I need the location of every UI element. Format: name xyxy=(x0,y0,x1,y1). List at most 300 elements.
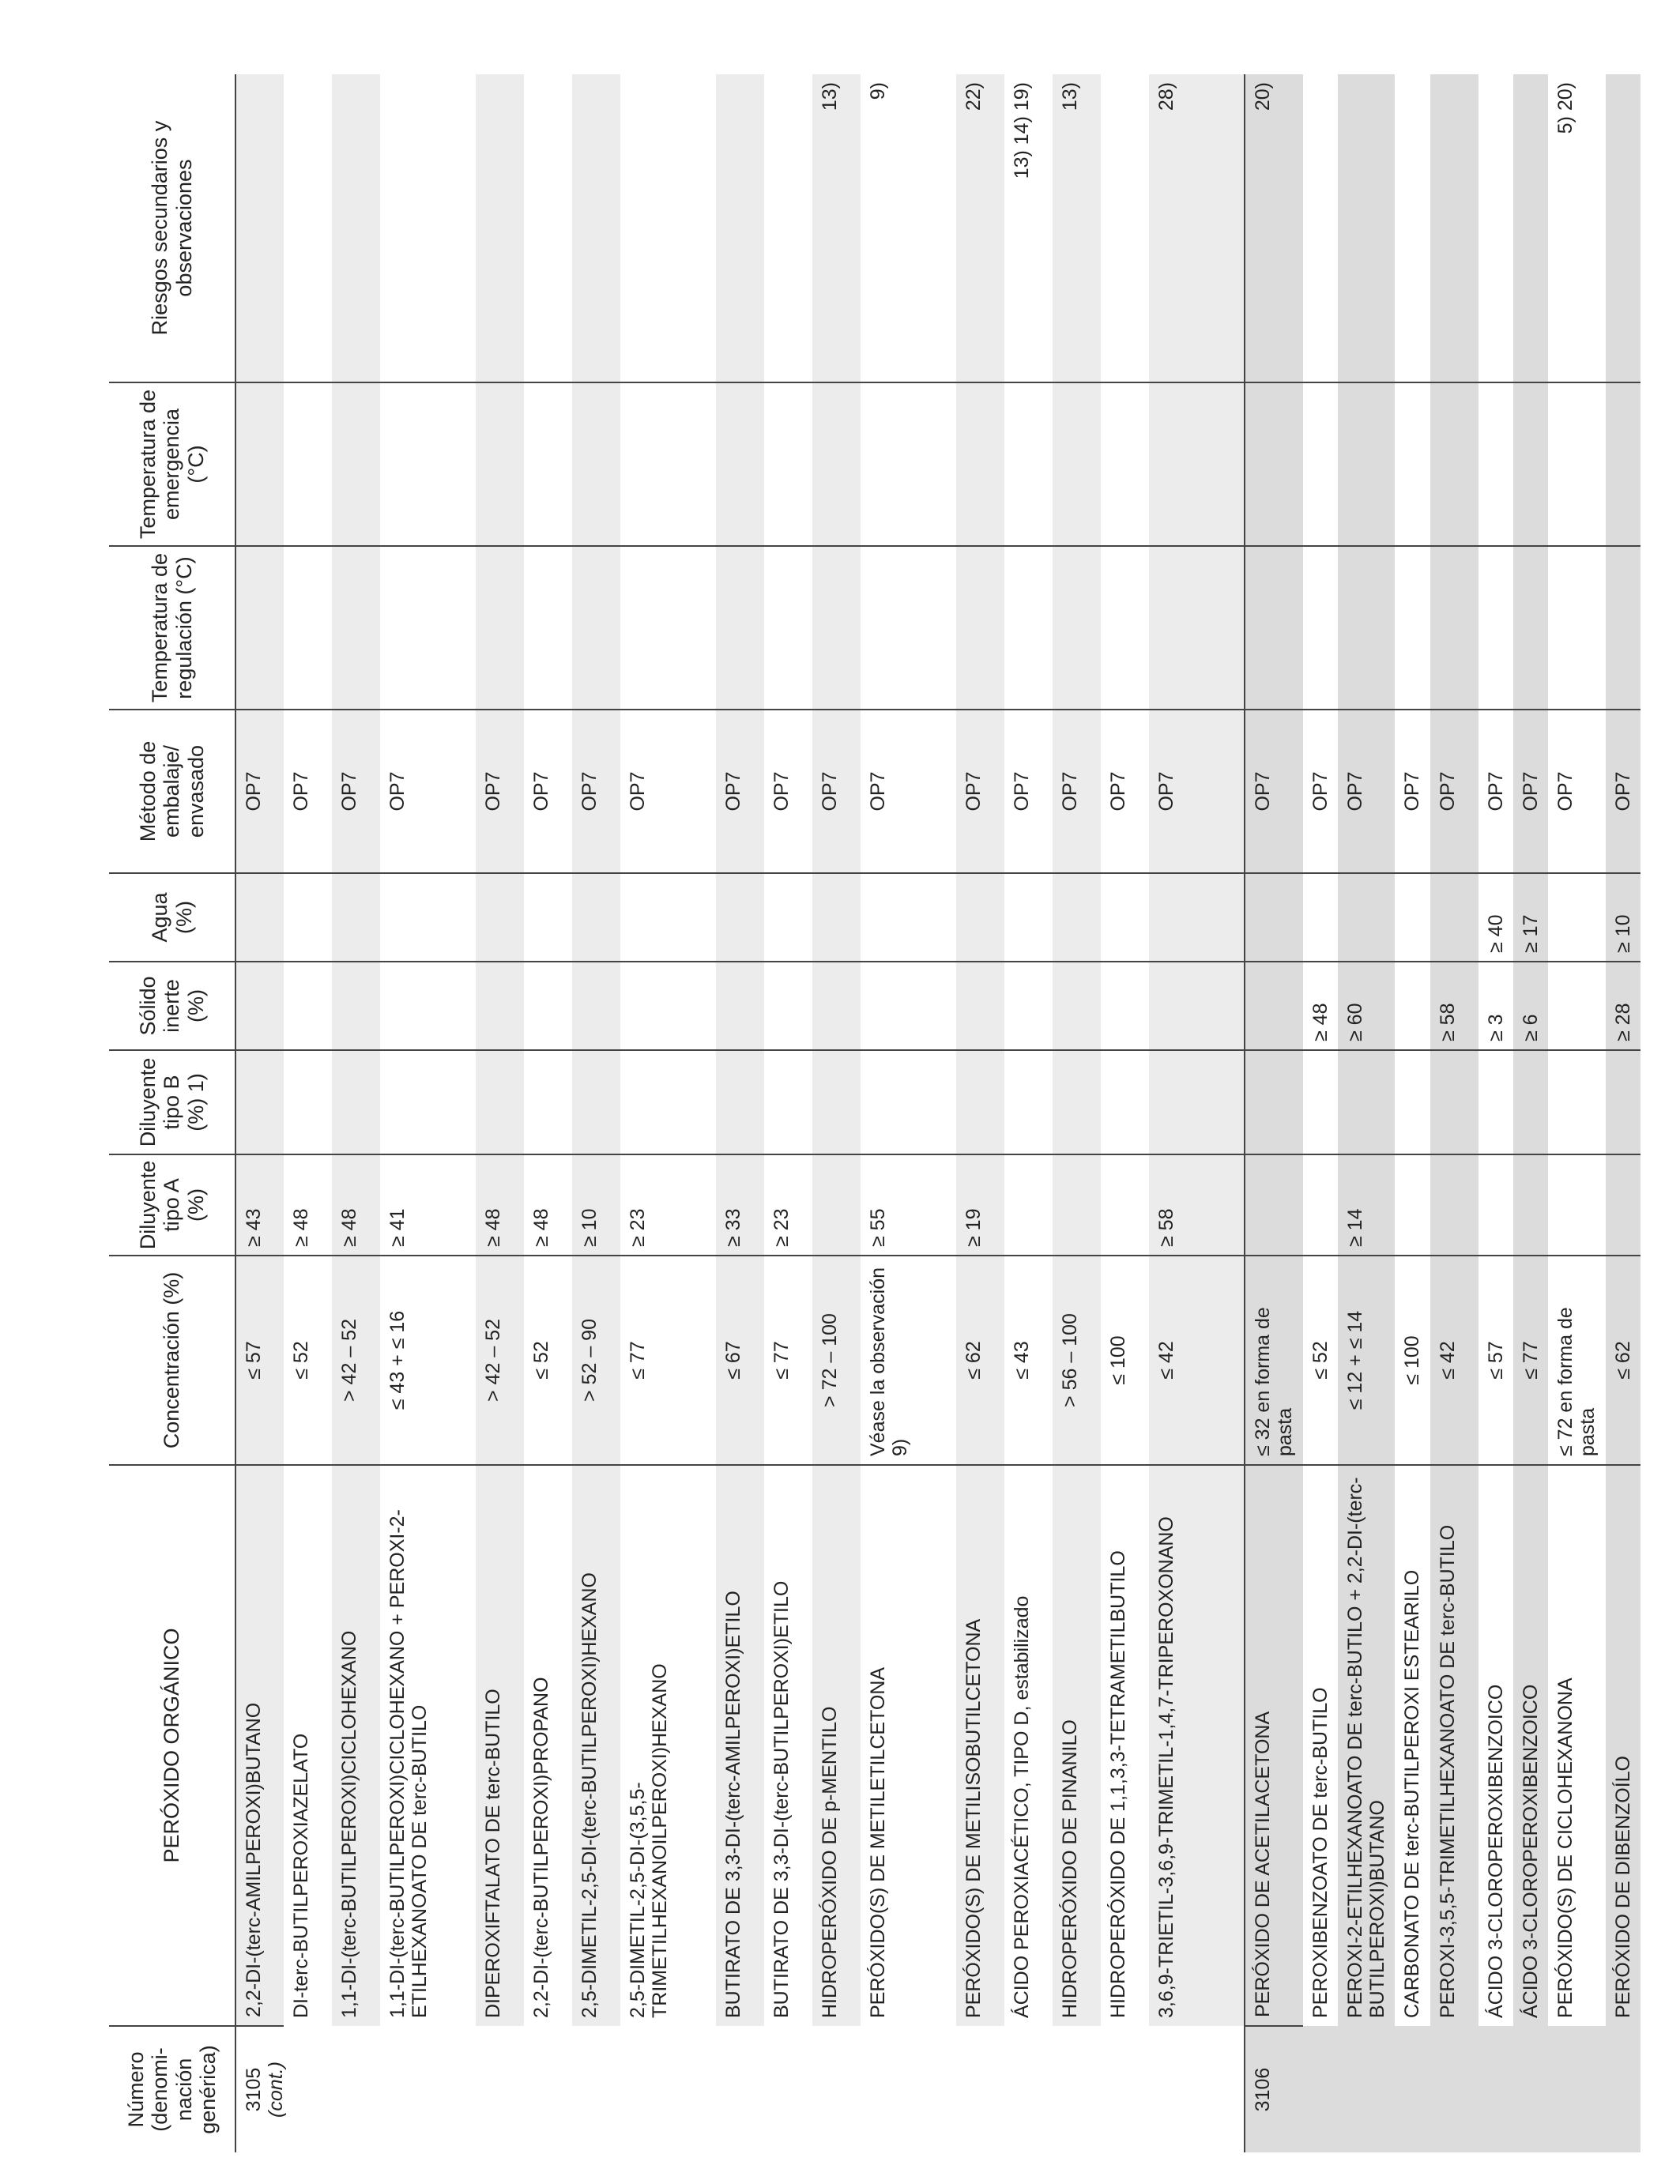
metodo-value: OP7 xyxy=(1155,771,1177,811)
diluyente-b-cell xyxy=(235,1050,284,1154)
conc-cell xyxy=(620,1256,716,1465)
diluyente-a-cell xyxy=(1548,1154,1606,1256)
metodo-value: OP7 xyxy=(1107,771,1129,811)
table-row xyxy=(764,74,812,2152)
table-row xyxy=(476,74,524,2152)
solido-cell xyxy=(1606,962,1640,1050)
peroxide-name-cell xyxy=(1101,1465,1149,2026)
diluyente-b-cell xyxy=(1395,1050,1430,1154)
conc-value: ≤ 77 xyxy=(770,1341,793,1380)
diluyente-b-cell xyxy=(716,1050,764,1154)
observaciones-cell xyxy=(620,74,716,382)
diluyente-a-cell xyxy=(1395,1154,1430,1256)
diluyente-b-cell xyxy=(1101,1050,1149,1154)
solido-cell xyxy=(1513,962,1548,1050)
diluyente-b-cell xyxy=(332,1050,380,1154)
solido-cell xyxy=(1101,962,1149,1050)
un-number: 3105 xyxy=(243,2067,265,2112)
diluyente-b-cell xyxy=(476,1050,524,1154)
conc-cell xyxy=(1430,1256,1478,1465)
table-row xyxy=(1513,74,1548,2152)
peroxide-name: 3,6,9-TRIETIL-3,6,9-TRIMETIL-1,4,7-TRIPEROXONANO xyxy=(1155,1516,1177,2018)
observaciones-cell xyxy=(572,74,620,382)
observaciones-cell xyxy=(1245,74,1303,382)
diluyente-a-cell xyxy=(1338,1154,1396,1256)
agua-cell xyxy=(1606,873,1640,962)
diluyente-b-cell xyxy=(812,1050,861,1154)
table-row xyxy=(861,74,956,2152)
conc-cell xyxy=(861,1256,956,1465)
peroxide-name: HIDROPERÓXIDO DE PINANILO xyxy=(1059,1719,1081,2018)
conc-cell xyxy=(380,1256,476,1465)
metodo-cell xyxy=(1053,710,1101,873)
diluyente-a-cell xyxy=(572,1154,620,1256)
diluyente-a-cell xyxy=(1245,1154,1303,1256)
peroxide-name-cell xyxy=(812,1465,861,2026)
observaciones-value: 13) xyxy=(819,82,841,111)
peroxide-name: PERÓXIDO DE ACETILACETONA xyxy=(1252,1711,1274,2017)
table-row xyxy=(1053,74,1101,2152)
table-row xyxy=(235,74,284,2152)
temp-regulacion-cell xyxy=(1478,546,1513,710)
metodo-cell xyxy=(524,710,572,873)
header-diluyente-a: Diluyente tipo A (%) xyxy=(109,1154,235,1256)
peroxide-name: BUTIRATO DE 3,3-DI-(terc-AMILPEROXI)ETILO xyxy=(722,1591,744,2018)
agua-cell xyxy=(380,873,476,962)
peroxide-table xyxy=(109,74,1640,2152)
solido-cell xyxy=(1303,962,1338,1050)
table-row xyxy=(572,74,620,2152)
temp-emergencia-cell xyxy=(1395,382,1430,546)
conc-value: > 72 – 100 xyxy=(819,1313,841,1407)
diluyente-b-cell xyxy=(1548,1050,1606,1154)
diluyente-a-cell xyxy=(1149,1154,1245,1256)
agua-cell xyxy=(1430,873,1478,962)
diluyente-b-cell xyxy=(572,1050,620,1154)
metodo-value: OP7 xyxy=(1519,771,1542,811)
temp-regulacion-cell xyxy=(1303,546,1338,710)
metodo-value: OP7 xyxy=(243,771,265,811)
agua-cell xyxy=(620,873,716,962)
metodo-value: OP7 xyxy=(722,771,744,811)
observaciones-cell xyxy=(284,74,332,382)
observaciones-value: 28) xyxy=(1155,82,1177,111)
conc-cell xyxy=(476,1256,524,1465)
diluyente-b-cell xyxy=(1004,1050,1053,1154)
conc-cell xyxy=(764,1256,812,1465)
peroxide-name: 2,5-DIMETIL-2,5-DI-(terc-BUTILPEROXI)HEXANO xyxy=(578,1572,601,2018)
diluyente-a-cell xyxy=(1513,1154,1548,1256)
temp-emergencia-cell xyxy=(861,382,956,546)
peroxide-name-cell xyxy=(861,1465,956,2026)
metodo-cell xyxy=(476,710,524,873)
solido-cell xyxy=(284,962,332,1050)
diluyente-a-cell xyxy=(1053,1154,1101,1256)
agua-cell xyxy=(1101,873,1149,962)
diluyente-a-cell xyxy=(861,1154,956,1256)
conc-cell xyxy=(284,1256,332,1465)
table-row xyxy=(524,74,572,2152)
conc-value: ≤ 62 xyxy=(962,1341,985,1380)
observaciones-value: 20) xyxy=(1252,82,1274,111)
peroxide-name: DI-terc-BUTILPEROXIAZELATO xyxy=(290,1733,312,2018)
metodo-cell xyxy=(812,710,861,873)
solido-value: ≥ 60 xyxy=(1343,1003,1366,1041)
observaciones-value: 13) 14) 19) xyxy=(1011,82,1033,179)
table-row xyxy=(812,74,861,2152)
conc-cell xyxy=(1548,1256,1606,1465)
peroxide-name-cell xyxy=(1478,1465,1513,2026)
conc-cell xyxy=(716,1256,764,1465)
table-row xyxy=(1606,74,1640,2152)
agua-cell xyxy=(1478,873,1513,962)
conc-value: ≤ 52 xyxy=(1309,1341,1332,1380)
peroxide-name-cell xyxy=(1548,1465,1606,2026)
agua-value: ≥ 10 xyxy=(1611,914,1634,953)
header-numero: Número (denomi-nación genérica) xyxy=(109,2026,235,2152)
metodo-cell xyxy=(1606,710,1640,873)
un-number-note: (cont.) xyxy=(265,2062,288,2118)
peroxide-name-cell xyxy=(1245,1465,1303,2026)
metodo-value: OP7 xyxy=(386,771,409,811)
table-row xyxy=(1004,74,1053,2152)
observaciones-cell xyxy=(1004,74,1053,382)
conc-value: ≤ 77 xyxy=(627,1341,649,1380)
conc-cell xyxy=(1513,1256,1548,1465)
peroxide-name-cell xyxy=(1430,1465,1478,2026)
peroxide-name-cell xyxy=(1004,1465,1053,2026)
table-row xyxy=(1101,74,1149,2152)
table-row xyxy=(380,74,476,2152)
diluyente-b-cell xyxy=(764,1050,812,1154)
agua-cell xyxy=(284,873,332,962)
diluyente-b-cell xyxy=(1303,1050,1338,1154)
metodo-value: OP7 xyxy=(1343,771,1366,811)
header-temp-emergencia: Temperatura de emergencia (°C) xyxy=(109,382,235,546)
diluyente-b-cell xyxy=(1338,1050,1396,1154)
solido-cell xyxy=(1395,962,1430,1050)
observaciones-cell xyxy=(764,74,812,382)
diluyente-b-cell xyxy=(380,1050,476,1154)
metodo-value: OP7 xyxy=(482,771,504,811)
table-row xyxy=(1245,74,1303,2152)
diluyente-b-cell xyxy=(956,1050,1004,1154)
temp-regulacion-cell xyxy=(812,546,861,710)
diluyente-a-cell xyxy=(332,1154,380,1256)
conc-value: ≤ 72 en forma de pasta xyxy=(1554,1307,1599,1456)
peroxide-name: 1,1-DI-(terc-BUTILPEROXI)CICLOHEXANO + PEROXI-2-ETILHEXANOATO DE terc-BUTILO xyxy=(386,1509,431,2018)
metodo-value: OP7 xyxy=(1401,771,1424,811)
observaciones-cell xyxy=(1430,74,1478,382)
observaciones-cell xyxy=(476,74,524,382)
temp-emergencia-cell xyxy=(476,382,524,546)
metodo-value: OP7 xyxy=(1611,771,1634,811)
observaciones-value: 13) xyxy=(1059,82,1081,111)
diluyente-a-value: ≥ 19 xyxy=(962,1208,985,1247)
solido-cell xyxy=(1338,962,1396,1050)
conc-cell xyxy=(524,1256,572,1465)
diluyente-a-value: ≥ 48 xyxy=(530,1208,552,1247)
observaciones-cell xyxy=(1606,74,1640,382)
diluyente-a-cell xyxy=(1430,1154,1478,1256)
agua-cell xyxy=(1338,873,1396,962)
peroxide-name-cell xyxy=(716,1465,764,2026)
metodo-cell xyxy=(764,710,812,873)
peroxide-name-cell xyxy=(1606,1465,1640,2026)
temp-emergencia-cell xyxy=(1004,382,1053,546)
conc-cell xyxy=(812,1256,861,1465)
peroxide-name: 2,2-DI-(terc-BUTILPEROXI)PROPANO xyxy=(530,1677,552,2018)
temp-emergencia-cell xyxy=(572,382,620,546)
solido-cell xyxy=(812,962,861,1050)
peroxide-name: 1,1-DI-(terc-BUTILPEROXI)CICLOHEXANO xyxy=(338,1630,360,2018)
observaciones-cell xyxy=(956,74,1004,382)
temp-emergencia-cell xyxy=(1606,382,1640,546)
peroxide-name-cell xyxy=(524,1465,572,2026)
metodo-cell xyxy=(956,710,1004,873)
observaciones-cell xyxy=(235,74,284,382)
temp-regulacion-cell xyxy=(956,546,1004,710)
solido-cell xyxy=(861,962,956,1050)
temp-emergencia-cell xyxy=(716,382,764,546)
conc-cell xyxy=(1606,1256,1640,1465)
diluyente-b-cell xyxy=(1053,1050,1101,1154)
peroxide-name-cell xyxy=(380,1465,476,2026)
agua-cell xyxy=(1004,873,1053,962)
table-row xyxy=(716,74,764,2152)
temp-regulacion-cell xyxy=(1513,546,1548,710)
diluyente-a-cell xyxy=(1303,1154,1338,1256)
peroxide-name: DIPEROXIFTALATO DE terc-BUTILO xyxy=(482,1689,504,2018)
conc-cell xyxy=(1149,1256,1245,1465)
metodo-value: OP7 xyxy=(867,771,889,811)
diluyente-b-cell xyxy=(1149,1050,1245,1154)
temp-regulacion-cell xyxy=(1548,546,1606,710)
peroxide-name-cell xyxy=(620,1465,716,2026)
conc-value: ≤ 42 xyxy=(1436,1341,1459,1380)
header-concentracion: Concentración (%) xyxy=(109,1256,235,1465)
peroxide-name-cell xyxy=(1303,1465,1338,2026)
agua-cell xyxy=(812,873,861,962)
diluyente-a-value: ≥ 23 xyxy=(770,1208,793,1247)
peroxide-name: PERÓXIDO(S) DE METILISOBUTILCETONA xyxy=(962,1618,985,2018)
agua-cell xyxy=(861,873,956,962)
header-temp-regulacion: Temperatura de regulación (°C) xyxy=(109,546,235,710)
diluyente-a-value: ≥ 14 xyxy=(1343,1208,1366,1247)
observaciones-cell xyxy=(1101,74,1149,382)
metodo-value: OP7 xyxy=(1011,771,1033,811)
observaciones-cell xyxy=(1338,74,1396,382)
observaciones-cell xyxy=(332,74,380,382)
conc-value: ≤ 43 + ≤ 16 xyxy=(386,1310,409,1410)
peroxide-name-cell xyxy=(332,1465,380,2026)
temp-emergencia-cell xyxy=(812,382,861,546)
peroxide-name: PERÓXIDO(S) DE METILETILCETONA xyxy=(867,1666,889,2018)
metodo-cell xyxy=(1004,710,1053,873)
conc-cell xyxy=(956,1256,1004,1465)
temp-emergencia-cell xyxy=(1053,382,1101,546)
observaciones-value: 22) xyxy=(962,82,985,111)
agua-cell xyxy=(1303,873,1338,962)
diluyente-a-value: ≥ 55 xyxy=(867,1208,889,1247)
metodo-cell xyxy=(1478,710,1513,873)
solido-cell xyxy=(1053,962,1101,1050)
temp-emergencia-cell xyxy=(332,382,380,546)
metodo-value: OP7 xyxy=(290,771,312,811)
metodo-cell xyxy=(620,710,716,873)
conc-cell xyxy=(1245,1256,1303,1465)
metodo-value: OP7 xyxy=(819,771,841,811)
diluyente-a-value: ≥ 48 xyxy=(338,1208,360,1247)
conc-value: ≤ 77 xyxy=(1519,1341,1542,1380)
peroxide-name-cell xyxy=(572,1465,620,2026)
peroxide-name: PERÓXIDO(S) DE CICLOHEXANONA xyxy=(1554,1678,1576,2018)
peroxide-name: BUTIRATO DE 3,3-DI-(terc-BUTILPEROXI)ETILO xyxy=(770,1580,793,2018)
temp-emergencia-cell xyxy=(524,382,572,546)
peroxide-name-cell xyxy=(1513,1465,1548,2026)
diluyente-a-value: ≥ 10 xyxy=(578,1208,601,1247)
temp-regulacion-cell xyxy=(1430,546,1478,710)
peroxide-name: PEROXI-3,5,5-TRIMETILHEXANOATO DE terc-BUTILO xyxy=(1436,1524,1459,2018)
solido-cell xyxy=(476,962,524,1050)
conc-value: > 42 – 52 xyxy=(338,1319,360,1402)
observaciones-cell xyxy=(861,74,956,382)
temp-emergencia-cell xyxy=(1513,382,1548,546)
agua-value: ≥ 17 xyxy=(1519,914,1542,953)
group-3105 xyxy=(235,74,1245,2152)
temp-regulacion-cell xyxy=(620,546,716,710)
table-row xyxy=(284,74,332,2152)
solido-value: ≥ 28 xyxy=(1611,1003,1634,1041)
diluyente-a-value: ≥ 48 xyxy=(290,1208,312,1247)
temp-regulacion-cell xyxy=(476,546,524,710)
table-row xyxy=(1430,74,1478,2152)
peroxide-name: ÁCIDO PEROXIACÉTICO, TIPO D, estabilizado xyxy=(1011,1595,1033,2018)
metodo-value: OP7 xyxy=(1554,771,1576,811)
peroxide-name: 2,2-DI-(terc-AMILPEROXI)BUTANO xyxy=(243,1702,265,2017)
metodo-value: OP7 xyxy=(578,771,601,811)
temp-regulacion-cell xyxy=(1245,546,1303,710)
observaciones-value: 5) 20) xyxy=(1554,82,1576,134)
metodo-cell xyxy=(1338,710,1396,873)
conc-cell xyxy=(1303,1256,1338,1465)
conc-value: ≤ 67 xyxy=(722,1341,744,1380)
diluyente-a-value: ≥ 33 xyxy=(722,1208,744,1247)
observaciones-cell xyxy=(1395,74,1430,382)
agua-cell xyxy=(1548,873,1606,962)
metodo-value: OP7 xyxy=(1252,771,1274,811)
agua-cell xyxy=(524,873,572,962)
peroxide-name-cell xyxy=(1338,1465,1396,2026)
diluyente-a-value: ≥ 41 xyxy=(386,1208,409,1247)
observaciones-cell xyxy=(1478,74,1513,382)
temp-regulacion-cell xyxy=(764,546,812,710)
conc-value: ≤ 43 xyxy=(1011,1341,1033,1380)
metodo-cell xyxy=(1430,710,1478,873)
peroxide-name-cell xyxy=(1395,1465,1430,2026)
temp-regulacion-cell xyxy=(1395,546,1430,710)
diluyente-a-value: ≥ 23 xyxy=(627,1208,649,1247)
diluyente-a-cell xyxy=(380,1154,476,1256)
agua-cell xyxy=(764,873,812,962)
temp-regulacion-cell xyxy=(572,546,620,710)
peroxide-name-cell xyxy=(284,1465,332,2026)
un-number-cell xyxy=(1245,2026,1640,2152)
solido-value: ≥ 48 xyxy=(1309,1003,1332,1041)
group-3106 xyxy=(1245,74,1640,2152)
table-row xyxy=(620,74,716,2152)
conc-cell xyxy=(572,1256,620,1465)
temp-regulacion-cell xyxy=(716,546,764,710)
conc-value: > 42 – 52 xyxy=(482,1319,504,1402)
temp-regulacion-cell xyxy=(1606,546,1640,710)
header-metodo: Método de embalaje/ envasado xyxy=(109,710,235,873)
metodo-value: OP7 xyxy=(1309,771,1332,811)
diluyente-a-cell xyxy=(764,1154,812,1256)
temp-emergencia-cell xyxy=(284,382,332,546)
conc-value: > 56 – 100 xyxy=(1059,1313,1081,1407)
diluyente-a-cell xyxy=(284,1154,332,1256)
metodo-cell xyxy=(332,710,380,873)
conc-value: ≤ 100 xyxy=(1107,1335,1129,1385)
temp-regulacion-cell xyxy=(284,546,332,710)
conc-value: Véase la observación 9) xyxy=(867,1267,912,1456)
diluyente-a-value: ≥ 58 xyxy=(1155,1208,1177,1247)
agua-cell xyxy=(235,873,284,962)
peroxide-name: ÁCIDO 3-CLOROPEROXIBENZOICO xyxy=(1519,1684,1542,2018)
observaciones-cell xyxy=(524,74,572,382)
metodo-cell xyxy=(1548,710,1606,873)
diluyente-b-cell xyxy=(861,1050,956,1154)
un-number-cell xyxy=(235,2026,1245,2152)
metodo-cell xyxy=(716,710,764,873)
table-row xyxy=(1478,74,1513,2152)
metodo-cell xyxy=(284,710,332,873)
peroxide-name-cell xyxy=(956,1465,1004,2026)
temp-regulacion-cell xyxy=(1004,546,1053,710)
metodo-cell xyxy=(572,710,620,873)
agua-cell xyxy=(1149,873,1245,962)
observaciones-cell xyxy=(1303,74,1338,382)
conc-value: ≤ 52 xyxy=(530,1341,552,1380)
temp-emergencia-cell xyxy=(1430,382,1478,546)
metodo-value: OP7 xyxy=(338,771,360,811)
solido-value: ≥ 3 xyxy=(1484,1014,1507,1041)
temp-emergencia-cell xyxy=(764,382,812,546)
diluyente-a-cell xyxy=(524,1154,572,1256)
diluyente-a-cell xyxy=(716,1154,764,1256)
diluyente-a-cell xyxy=(1606,1154,1640,1256)
agua-cell xyxy=(1053,873,1101,962)
peroxide-name: PERÓXIDO DE DIBENZOÍLO xyxy=(1611,1755,1634,2018)
temp-regulacion-cell xyxy=(524,546,572,710)
header-solido: Sólido inerte (%) xyxy=(109,962,235,1050)
metodo-value: OP7 xyxy=(1484,771,1507,811)
diluyente-b-cell xyxy=(1513,1050,1548,1154)
diluyente-a-cell xyxy=(1478,1154,1513,1256)
temp-regulacion-cell xyxy=(1101,546,1149,710)
conc-value: ≤ 12 + ≤ 14 xyxy=(1343,1310,1366,1410)
temp-emergencia-cell xyxy=(235,382,284,546)
diluyente-b-cell xyxy=(524,1050,572,1154)
peroxide-name: HIDROPERÓXIDO DE p-MENTILO xyxy=(819,1706,841,2018)
table-header-row xyxy=(109,74,235,2152)
conc-value: > 52 – 90 xyxy=(578,1319,601,1402)
temp-regulacion-cell xyxy=(1053,546,1101,710)
diluyente-a-value: ≥ 43 xyxy=(243,1208,265,1247)
temp-emergencia-cell xyxy=(1548,382,1606,546)
agua-cell xyxy=(476,873,524,962)
